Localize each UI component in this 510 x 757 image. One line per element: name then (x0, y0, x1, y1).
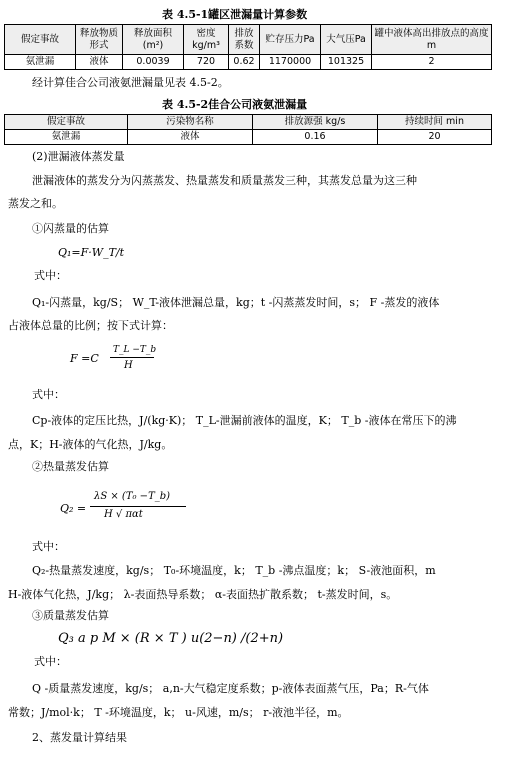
table1-header-cell: 罐中液体高出排放点的高度 m (372, 25, 492, 55)
table1-cell: 101325 (321, 55, 372, 70)
where-label: 式中： (34, 655, 67, 668)
paragraph-line: 泄漏液体的蒸发分为闪蒸蒸发、热量蒸发和质量蒸发三种，其蒸发总量为这三种 (32, 174, 417, 187)
table2-cell: 0.16 (253, 130, 378, 145)
table2-header-row (5, 115, 492, 130)
subsection-heading: ③质量蒸发估算 (32, 609, 109, 622)
table2-title: 表 4.5-2佳合公司液氨泄漏量 (162, 98, 308, 111)
paragraph-line: 蒸发之和。 (8, 197, 63, 210)
definition-line: H-液体气化热，J/kg； λ-表面热导系数； α-表面热扩散系数； t-蒸发时间，s。 (8, 588, 398, 601)
table2-header-cell: 持续时间 min (378, 115, 492, 130)
definition-line: 点，K；H-液体的气化热，J/kg。 (8, 438, 173, 451)
table2-row (5, 130, 492, 145)
equation-f-numerator: T_L −T_b (113, 345, 157, 355)
equation-heat-denominator: H √ παt (104, 509, 143, 520)
table1-header-cell: 假定事故 (5, 25, 76, 55)
equation-flash: Q₁=F·W_T/t (58, 246, 125, 259)
intro-line: 经计算佳合公司液氨泄漏量见表 4.5-2。 (32, 76, 229, 89)
equation-f-lhs: F =C (70, 352, 99, 365)
table1-header-cell: 排放系数 (229, 25, 260, 55)
table1-header-cell: 释放物质形式 (76, 25, 123, 55)
equation-mass: Q₃ a p M × (R × T ) u(2−n) /(2+n) (58, 631, 284, 646)
table1-header-cell: 释放面积(m²) (123, 25, 184, 55)
subsection-heading: ①闪蒸量的估算 (32, 222, 109, 235)
table2-header-cell: 排放源强 kg/s (253, 115, 378, 130)
where-label: 式中： (32, 388, 65, 401)
table1-cell: 氨泄漏 (5, 55, 76, 70)
table1-cell: 720 (184, 55, 229, 70)
table2-header-cell: 假定事故 (5, 115, 128, 130)
where-label: 式中： (34, 269, 67, 282)
definition-line: Q₁-闪蒸量，kg/S； W_T-液体泄漏总量，kg；t -闪蒸蒸发时间，s； F -蒸发的液体 (32, 296, 440, 309)
definition-line: Cp-液体的定压比热，J/(kg·K)； T_L-泄漏前液体的温度，K； T_b -液体在常压下的沸 (32, 414, 457, 427)
section-heading: 2、蒸发量计算结果 (32, 731, 127, 744)
table1 (4, 24, 492, 70)
table1-header-cell: 大气压Pa (321, 25, 372, 55)
fraction-bar (110, 357, 154, 358)
table1-cell: 0.0039 (123, 55, 184, 70)
table1-cell: 液体 (76, 55, 123, 70)
table1-cell: 1170000 (260, 55, 321, 70)
table1-header-cell: 贮存压力Pa (260, 25, 321, 55)
equation-heat-lhs: Q₂ = (60, 502, 87, 515)
where-label: 式中： (32, 540, 65, 553)
table2 (4, 114, 492, 145)
fraction-bar (90, 506, 186, 507)
equation-f-denominator: H (124, 360, 133, 371)
definition-line: Q₂-热量蒸发速度，kg/s； T₀-环境温度，k； T_b -沸点温度；k； S-液池面积，m (32, 564, 436, 577)
table1-header-row (5, 25, 492, 55)
table1-header-cell: 密度kg/m³ (184, 25, 229, 55)
table1-row (5, 55, 492, 70)
table2-cell: 20 (378, 130, 492, 145)
subsection-heading: ②热量蒸发估算 (32, 460, 109, 473)
table1-cell: 0.62 (229, 55, 260, 70)
section-heading: (2)泄漏液体蒸发量 (32, 150, 125, 163)
table1-title: 表 4.5-1罐区泄漏量计算参数 (162, 8, 308, 21)
table2-header-cell: 污染物名称 (128, 115, 253, 130)
table2-cell: 液体 (128, 130, 253, 145)
definition-line: Q -质量蒸发速度，kg/s； a,n-大气稳定度系数；p-液体表面蒸气压，Pa；R-气体 (32, 682, 429, 695)
definition-line: 常数；J/mol·k； T -环境温度，k； u-风速，m/s； r-液池半径，m。 (8, 706, 349, 719)
table2-cell: 氨泄漏 (5, 130, 128, 145)
definition-line: 占液体总量的比例；按下式计算： (8, 319, 173, 332)
equation-heat-numerator: λS × (T₀ −T_b) (94, 491, 171, 502)
table1-cell: 2 (372, 55, 492, 70)
